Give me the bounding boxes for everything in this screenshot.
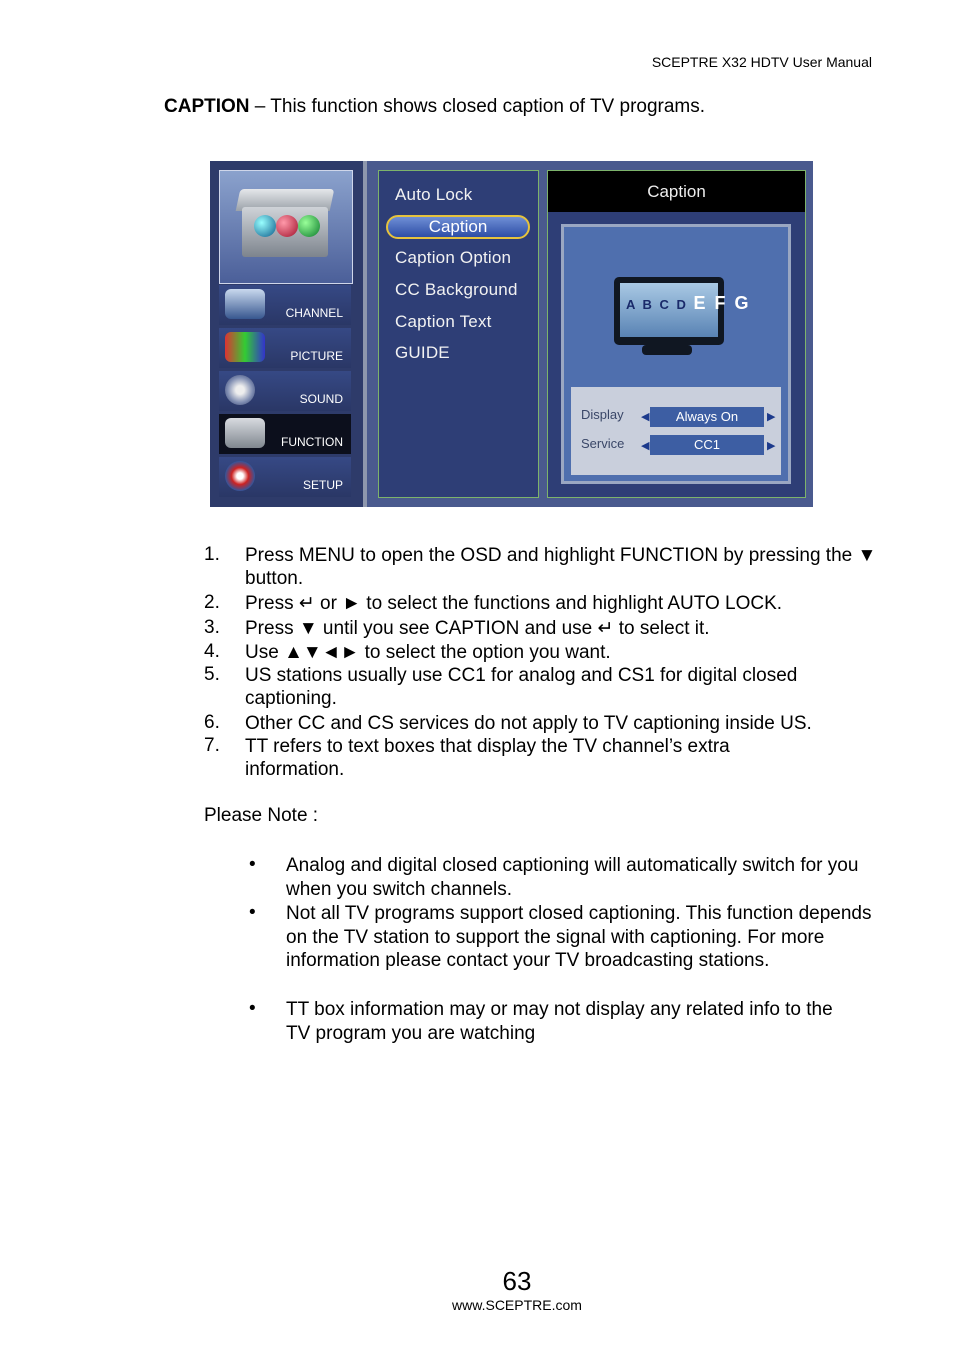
osd-category-column — [210, 161, 367, 507]
caption-settings — [571, 387, 781, 475]
category-label: PICTURE — [290, 349, 343, 363]
display-value[interactable]: Always On — [650, 407, 764, 427]
palette-icon — [225, 332, 265, 362]
chest-icon — [225, 418, 265, 448]
step-number: 5. — [204, 664, 220, 685]
panel-title: Caption — [548, 171, 805, 212]
please-note-label: Please Note : — [204, 805, 319, 826]
step-text: Press ▼ until you see CAPTION and use ↵ to select it. — [245, 618, 710, 639]
step-number: 1. — [204, 544, 220, 565]
caption-intro — [164, 96, 705, 118]
category-label: FUNCTION — [281, 435, 343, 449]
intro-term: CAPTION — [164, 96, 250, 117]
website-url: www.SCEPTRE.com — [452, 1297, 582, 1313]
menu-item-cc-background[interactable]: CC Background — [395, 280, 518, 299]
step-number: 2. — [204, 592, 220, 613]
right-arrow-icon[interactable]: ▶ — [767, 440, 776, 452]
manual-header: SCEPTRE X32 HDTV User Manual — [651, 54, 872, 70]
category-channel[interactable] — [219, 285, 351, 325]
caption-panel-body — [561, 224, 791, 484]
speaker-icon — [225, 375, 255, 405]
step-text: Press MENU to open the OSD and highlight FUNCTION by pressing the ▼ button. — [245, 545, 877, 589]
display-label: Display — [581, 407, 624, 422]
step-number: 4. — [204, 641, 220, 662]
category-label: SOUND — [299, 392, 343, 406]
osd-screenshot — [210, 161, 813, 507]
category-label: CHANNEL — [285, 306, 343, 320]
step-text: TT refers to text boxes that display the TV channel’s extra information. — [245, 736, 730, 780]
menu-item-auto-lock[interactable]: Auto Lock — [395, 185, 473, 204]
note-item: Not all TV programs support closed captioning. This function depends on the TV station to support the signal with captioning. For more information please contact your TV broadcasting stations. — [286, 903, 872, 971]
step-text: Other CC and CS services do not apply to TV captioning inside US. — [245, 713, 812, 734]
service-label: Service — [581, 436, 625, 451]
service-value[interactable]: CC1 — [650, 435, 764, 455]
tv-icon — [225, 289, 265, 319]
bullet-dot: • — [249, 902, 256, 923]
category-function[interactable] — [219, 414, 351, 454]
left-arrow-icon[interactable]: ◀ — [641, 411, 650, 423]
tv-stand — [642, 345, 692, 355]
note-item: Analog and digital closed captioning will automatically switch for you when you switch channels. — [286, 855, 859, 900]
menu-item-caption-option[interactable]: Caption Option — [395, 248, 512, 267]
menu-item-caption-text[interactable]: Caption Text — [395, 312, 492, 331]
category-setup[interactable] — [219, 457, 351, 497]
right-arrow-icon[interactable]: ▶ — [767, 411, 776, 423]
left-arrow-icon[interactable]: ◀ — [641, 440, 650, 452]
gear-icon — [225, 461, 255, 491]
category-label: SETUP — [302, 478, 343, 492]
step-number: 6. — [204, 712, 220, 733]
note-item: TT box information may or may not display any related info to the TV program you are watching — [286, 999, 833, 1044]
category-picture[interactable] — [219, 328, 351, 368]
intro-description: – This function shows closed caption of TV programs. — [249, 96, 706, 117]
step-number: 7. — [204, 735, 220, 756]
page-number: 63 — [502, 1266, 532, 1296]
category-sound[interactable] — [219, 371, 351, 411]
caption-preview-letters: A B C D E F G — [626, 293, 751, 313]
step-text: Use ▲▼◄► to select the option you want. — [245, 642, 611, 663]
bullet-dot: • — [249, 854, 256, 875]
function-menu — [378, 170, 539, 498]
step-text: US stations usually use CC1 for analog and CS1 for digital closed captioning. — [245, 665, 798, 709]
function-chest-icon — [219, 170, 353, 284]
step-text: Press ↵ or ► to select the functions and highlight AUTO LOCK. — [245, 593, 783, 614]
bullet-dot: • — [249, 998, 256, 1019]
menu-item-guide[interactable]: GUIDE — [395, 343, 450, 362]
caption-panel — [547, 170, 806, 498]
step-number: 3. — [204, 617, 220, 638]
menu-item-caption[interactable]: Caption — [386, 215, 530, 239]
